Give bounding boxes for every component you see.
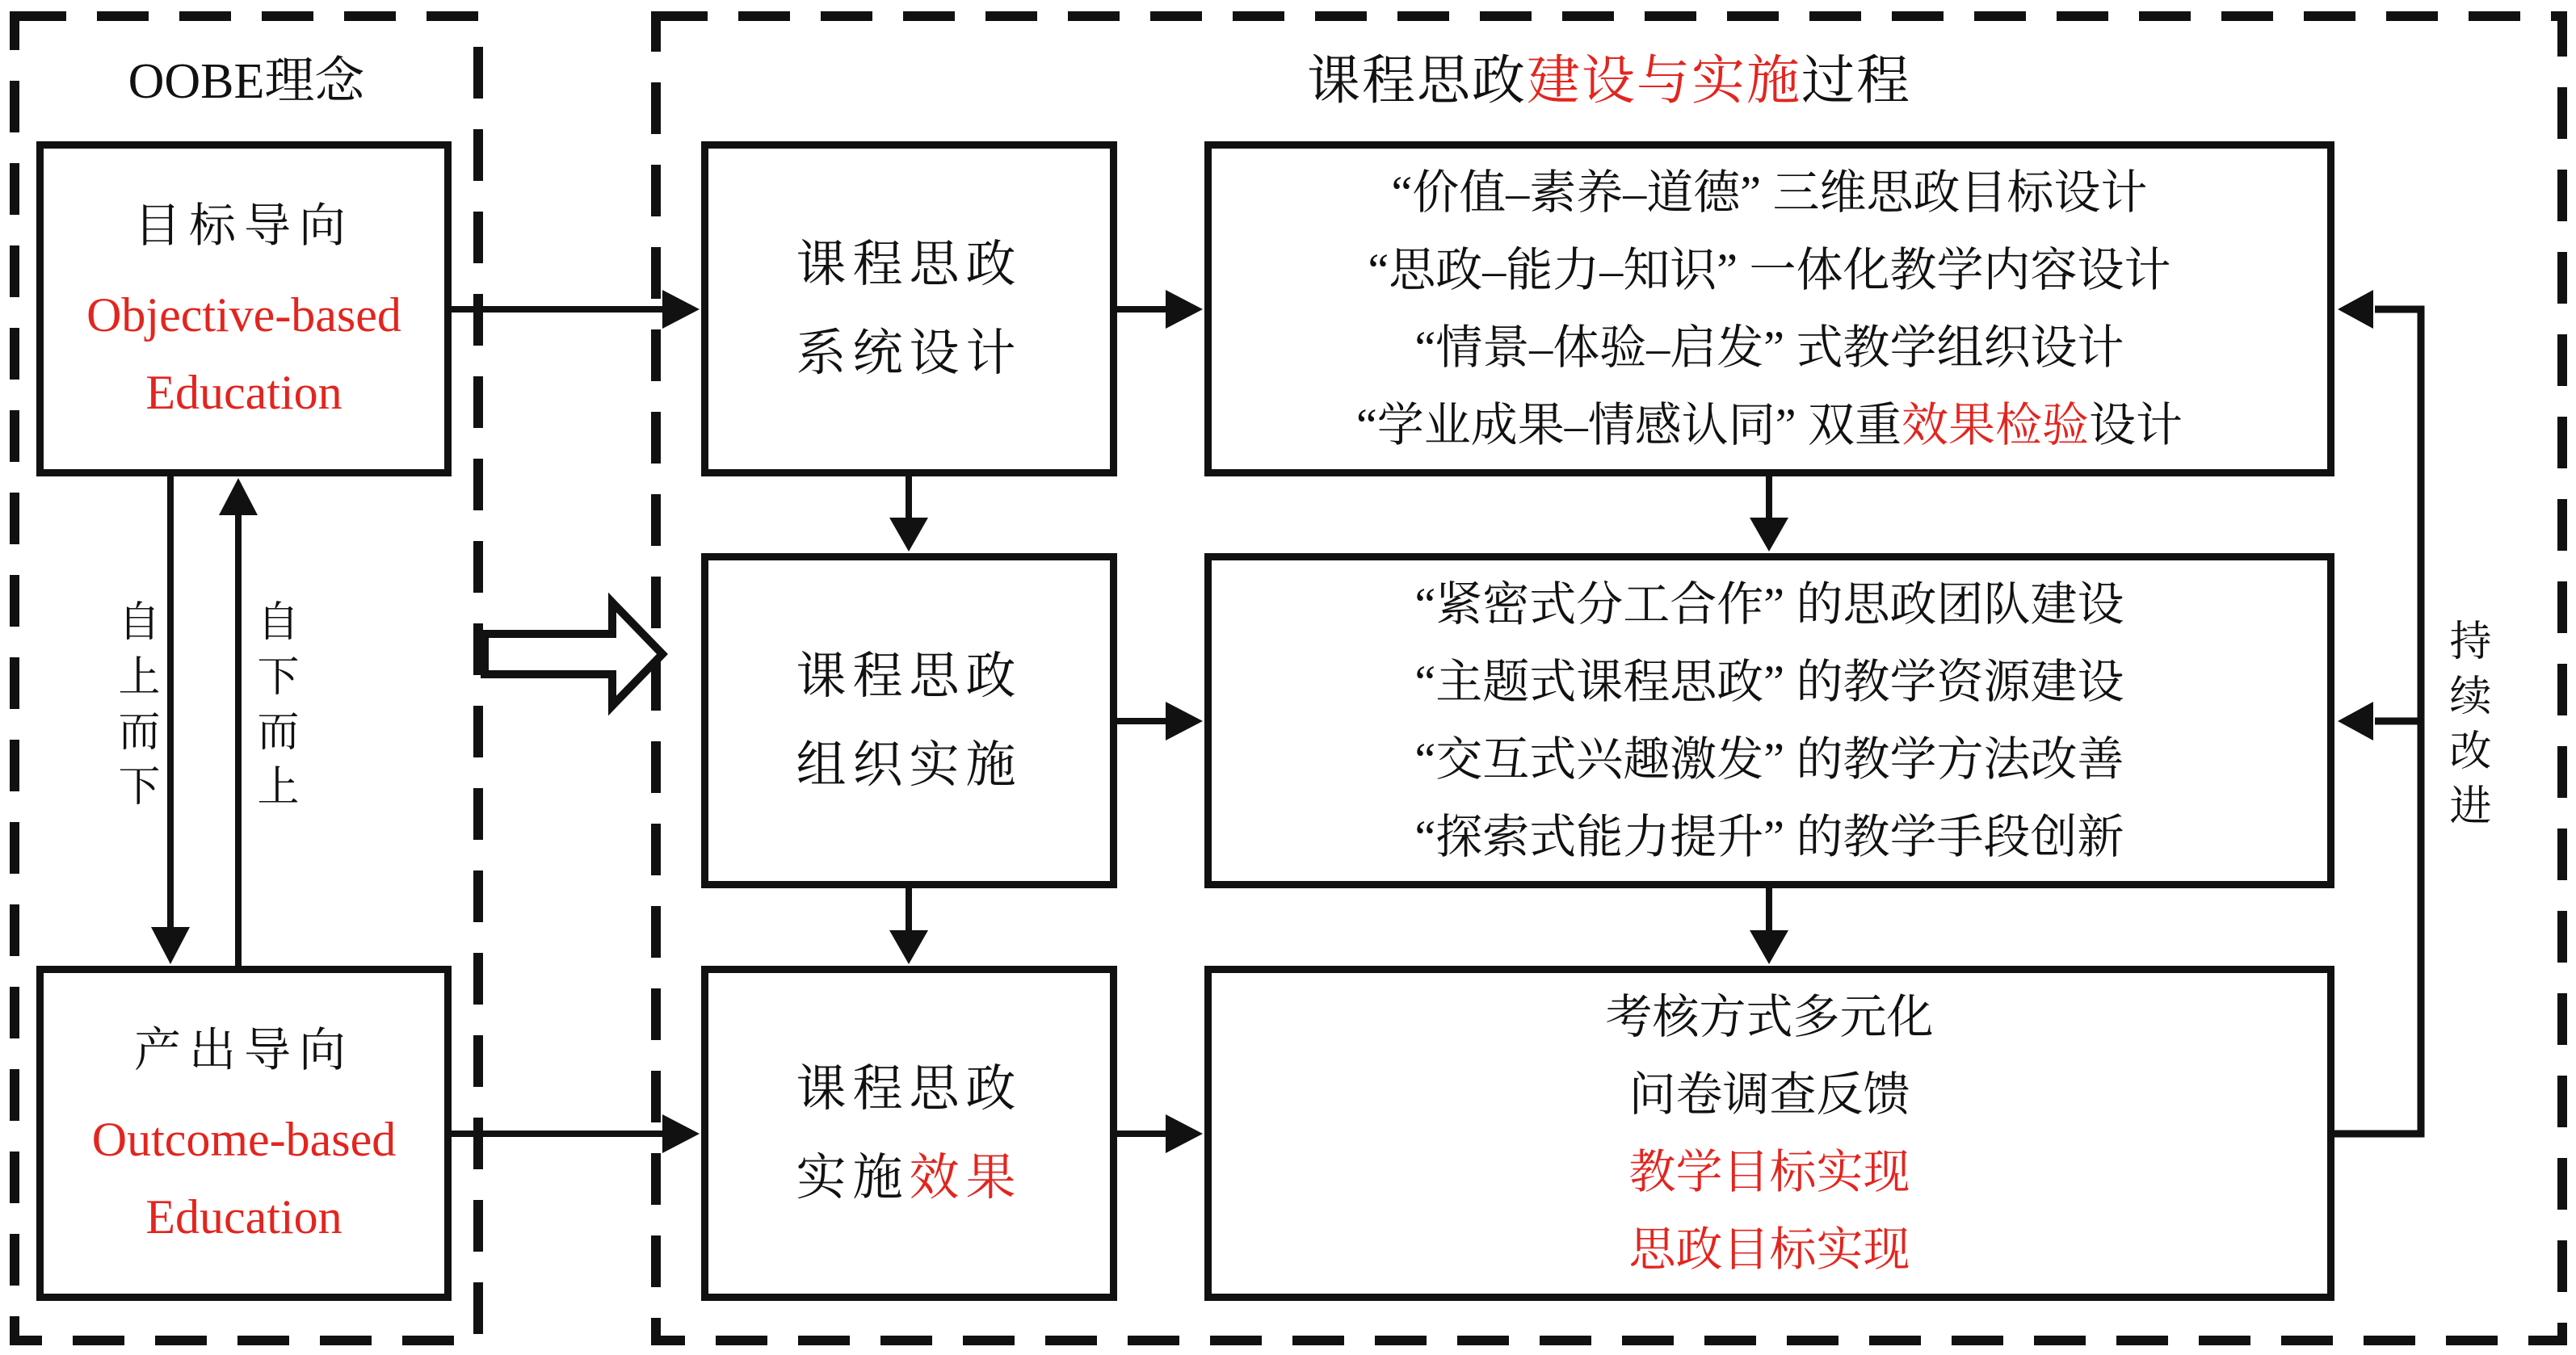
design-detail-line4 (1356, 387, 2183, 464)
effect-detail-line2: 问卷调查反馈 (1628, 1068, 1910, 1121)
effect-detail-line1: 考核方式多元化 (1605, 990, 1934, 1043)
organize-implement-line1: 课程思政 (796, 648, 1023, 704)
objective-based-education-box (36, 141, 452, 476)
bottom-up-arrow-label: 自下而上 (250, 599, 296, 819)
system-design-line2: 系统设计 (796, 325, 1023, 381)
left-panel-title: OOBE理念 (128, 54, 365, 109)
design-detail-line1: “价值–素养–道德” 三维思政目标设计 (1391, 166, 2148, 219)
arrow-objective-to-system-design (452, 290, 700, 329)
arrow-organize-to-detail2 (1117, 702, 1203, 740)
implementation-detail-box (1204, 553, 2334, 888)
design-detail-box (1204, 141, 2334, 476)
arrow-effect-to-detail3 (1117, 1114, 1203, 1153)
effect-detail-line3: 教学目标实现 (1628, 1145, 1910, 1198)
top-down-arrow-label: 自上而下 (111, 599, 158, 819)
design-detail-line4-red: 效果检验 (1901, 398, 2089, 451)
effect-detail-line4: 思政目标实现 (1628, 1223, 1910, 1276)
panel-link-hollow-arrow-icon (485, 602, 662, 706)
design-detail-line4-black1: “学业成果–情感认同” 双重 (1355, 398, 1902, 451)
continuous-improvement-label: 持续改进 (2443, 619, 2489, 838)
objective-zh-label: 目标导向 (133, 199, 354, 252)
arrow-design-to-organize (889, 476, 928, 552)
arrow-detail2-to-detail3 (1750, 888, 1788, 964)
implementation-effect-line2 (796, 1134, 1022, 1223)
design-detail-line4-black2: 设计 (2089, 398, 2183, 451)
implementation-effect-line2-black: 实施 (796, 1150, 910, 1206)
feedback-loop-arrows (2334, 290, 2421, 1134)
outcome-based-education-box (36, 966, 452, 1301)
organize-implement-box (701, 553, 1117, 888)
arrow-system-design-to-detail1 (1117, 290, 1203, 329)
outcome-en-line2: Education (145, 1189, 342, 1244)
design-detail-line3: “情景–体验–启发” 式教学组织设计 (1414, 321, 2124, 374)
system-design-line1: 课程思政 (796, 237, 1023, 292)
system-design-box (701, 141, 1117, 476)
implementation-detail-line1: “紧密式分工合作” 的思政团队建设 (1414, 577, 2124, 631)
arrow-organize-to-effect (889, 888, 928, 964)
right-title-part-black2: 过程 (1801, 52, 1911, 111)
outcome-en-line1: Outcome-based (91, 1112, 397, 1166)
arrow-outcome-to-effect (452, 1114, 700, 1153)
implementation-effect-box (701, 966, 1117, 1301)
implementation-detail-line4: “探索式能力提升” 的教学手段创新 (1414, 810, 2124, 863)
right-title-part-black1: 课程思政 (1307, 52, 1527, 111)
design-detail-line2: “思政–能力–知识” 一体化教学内容设计 (1368, 243, 2171, 296)
implementation-detail-line2: “主题式课程思政” 的教学资源建设 (1414, 655, 2124, 708)
implementation-effect-line1: 课程思政 (796, 1061, 1023, 1117)
implementation-effect-line2-red: 效果 (909, 1150, 1023, 1206)
objective-en-line2: Education (145, 365, 342, 419)
outcome-zh-label: 产出导向 (133, 1023, 354, 1076)
right-panel-title (656, 37, 2562, 114)
effect-detail-box (1204, 966, 2334, 1301)
arrow-detail1-to-detail2 (1750, 476, 1788, 552)
implementation-detail-line3: “交互式兴趣激发” 的教学方法改善 (1414, 732, 2124, 786)
objective-en-line1: Objective-based (86, 287, 401, 342)
organize-implement-line2: 组织实施 (796, 737, 1023, 793)
right-title-part-red: 建设与实施 (1527, 52, 1801, 111)
